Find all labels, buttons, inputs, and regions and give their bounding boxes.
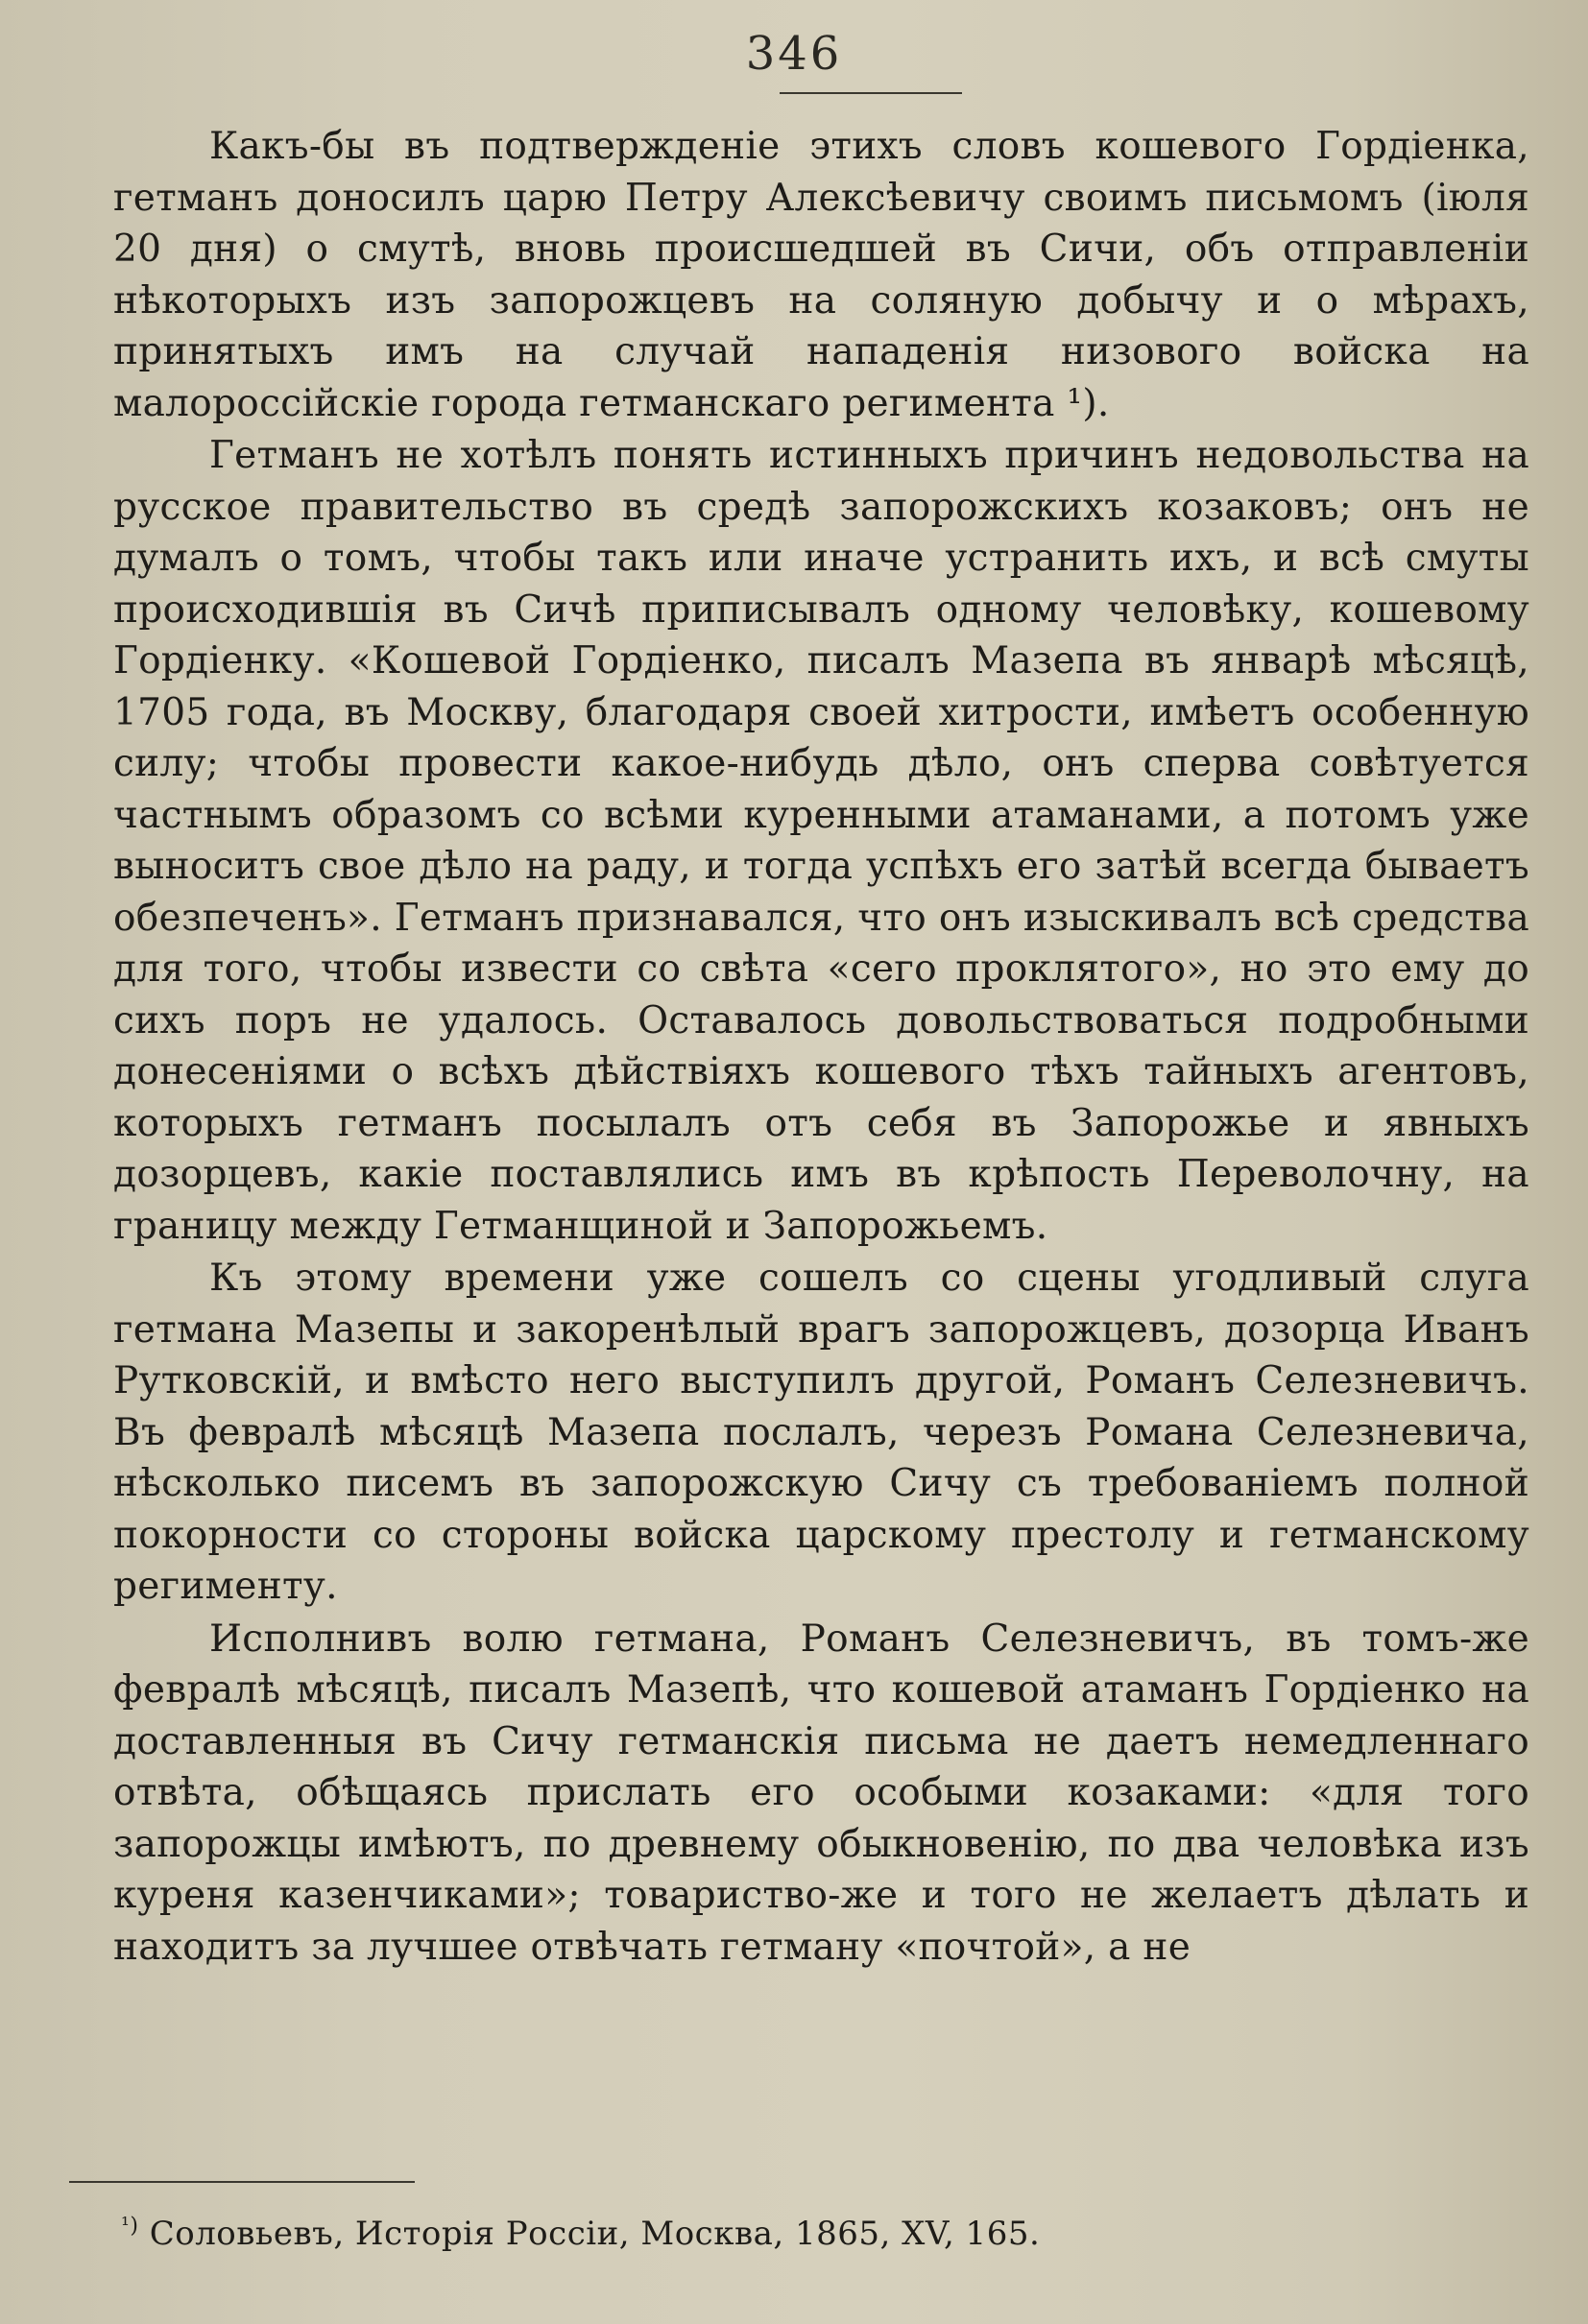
footnote-marker: ¹)	[121, 2214, 139, 2239]
body-text	[113, 121, 1529, 1973]
paragraph-1: Какъ-бы въ подтвержденіе этихъ словъ кошевого Гордіенка, гетманъ доносилъ царю Петру Алексѣевичу своимъ письмомъ (іюля 20 дня) о смутѣ, вновь происшедшей въ Сичи, объ отправленіи нѣкоторыхъ изъ запорожцевъ на соляную добычу и о мѣрахъ, принятыхъ имъ на случай нападенія низового войска на малороссійскіе города гетманскаго регимента ¹).	[113, 125, 1529, 425]
paragraph-2: Гетманъ не хотѣлъ понять истинныхъ причинъ недовольства на русское правительство въ средѣ запорожскихъ козаковъ; онъ не думалъ о томъ, чтобы такъ или иначе устранить ихъ, и всѣ смуты происходившія въ Сичѣ приписывалъ одному человѣку, кошевому Гордіенку. «Кошевой Гордіенко, писалъ Мазепа въ январѣ мѣсяцѣ, 1705 года, въ Москву, благодаря своей хитрости, имѣетъ особенную силу; чтобы провести какое-нибудь дѣло, онъ сперва совѣтуется частнымъ образомъ со всѣми куренными атаманами, а потомъ уже выноситъ свое дѣло на раду, и тогда успѣхъ его затѣй всегда бываетъ обезпеченъ». Гетманъ признавался, что онъ изыскивалъ всѣ средства для того, чтобы извести со свѣта «сего проклятого», но это ему до сихъ поръ не удалось. Оставалось довольствоваться подробными донесеніями о всѣхъ дѣйствіяхъ кошевого тѣхъ тайныхъ агентовъ, которыхъ гетманъ посылалъ отъ себя въ Запорожье и явныхъ дозорцевъ, какіе поставлялись имъ въ крѣпость Переволочну, на границу между Гетманщиной и Запорожьемъ.	[113, 434, 1529, 1248]
footnote-rule	[69, 2181, 415, 2183]
paragraph-3: Къ этому времени уже сошелъ со сцены угодливый слуга гетмана Мазепы и закоренѣлый врагъ запорожцевъ, дозорца Иванъ Рутковскій, и вмѣсто него выступилъ другой, Романъ Селезневичъ. Въ февралѣ мѣсяцѣ Мазепа послалъ, черезъ Романа Селезневича, нѣсколько писемъ въ запорожскую Сичу съ требованіемъ полной покорности со стороны войска царскому престолу и гетманскому регименту.	[113, 1257, 1529, 1608]
paragraph-4: Исполнивъ волю гетмана, Романъ Селезневичъ, въ томъ-же февралѣ мѣсяцѣ, писалъ Мазепѣ, что кошевой атаманъ Гордіенко на доставленныя въ Сичу гетманскія письма не даетъ немедленнаго отвѣта, обѣщаясь прислать его особыми козаками: «для того запорожцы имѣютъ, по древнему обыкновенію, по два человѣка изъ куреня казенчиками»; товариство-же и того не желаетъ дѣлать и находитъ за лучшее отвѣчать гетману «почтой», а не	[113, 1617, 1529, 1969]
footnote	[121, 2213, 1465, 2255]
page-number: 346	[745, 27, 843, 81]
footnote-text: Соловьевъ, Исторія Россіи, Москва, 1865, XV, 165.	[149, 2215, 1041, 2253]
header-rule	[780, 92, 962, 94]
